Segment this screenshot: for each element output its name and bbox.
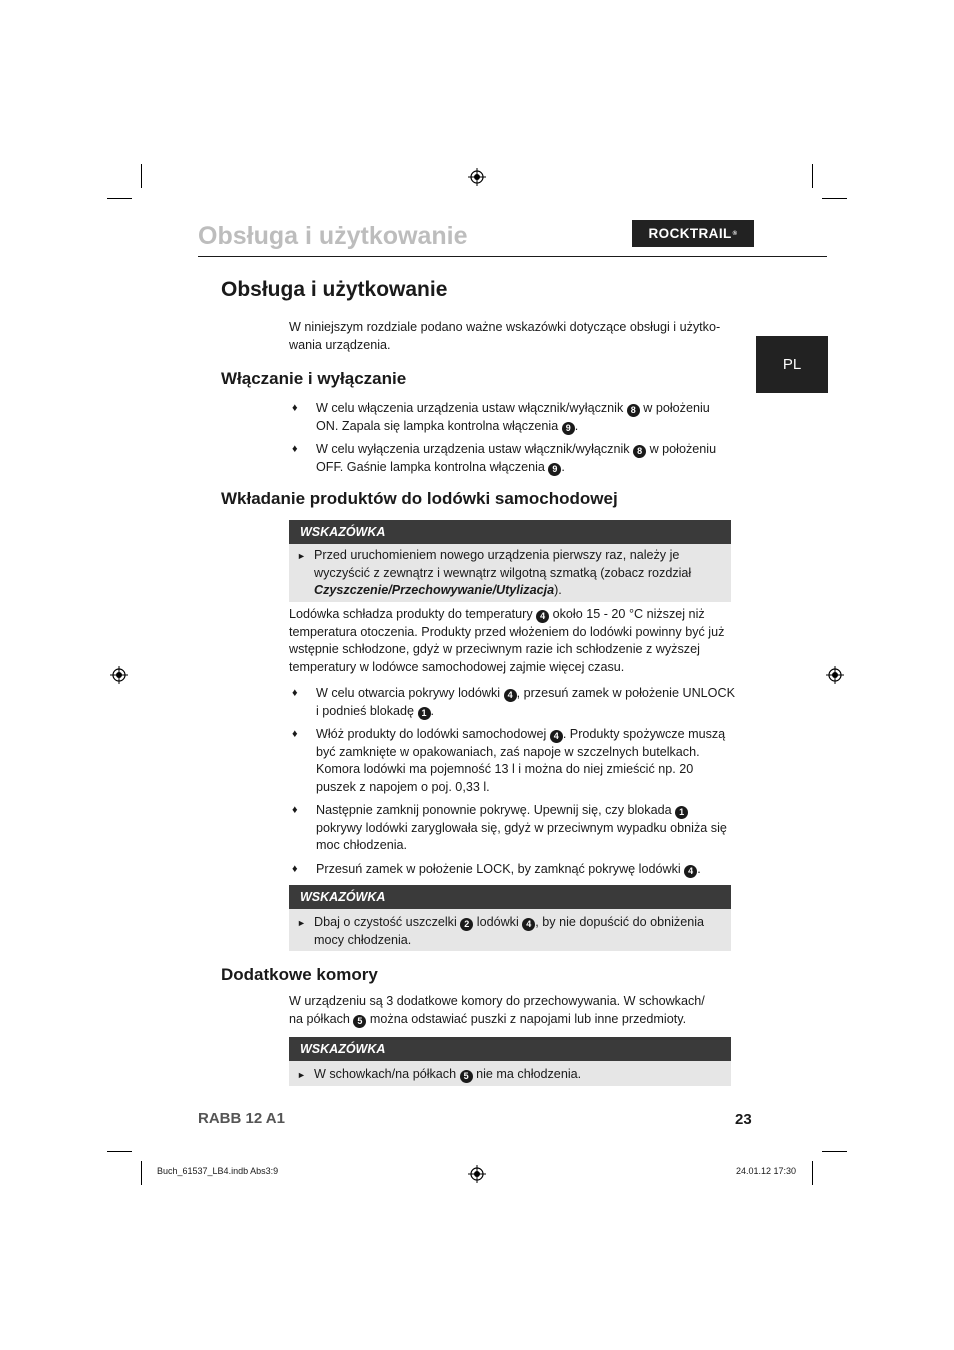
body-paragraph: W urządzeniu są 3 dodatkowe komory do przechowywania. W schowkach/ na półkach 5 można odstawiać puszki z napojami lub inne przedmioty. [289,994,705,1026]
crop-mark [822,1151,847,1152]
header-rule [198,256,827,257]
part-number-badge: 4 [550,730,563,743]
part-number-badge: 1 [418,707,431,720]
model-number: RABB 12 A1 [198,1110,285,1127]
diamond-bullet-icon: ♦ [292,863,298,875]
diamond-bullet-icon: ♦ [292,804,298,816]
part-number-badge: 8 [633,445,646,458]
crop-mark [812,1161,813,1185]
arrow-bullet-icon: ► [297,918,306,928]
part-number-badge: 9 [548,463,561,476]
language-tab: PL [756,336,828,393]
section-title-switch: Włączanie i wyłączanie [221,369,407,388]
list-item: ♦ Włóż produkty do lodówki samochodowej 4 . Produkty spożywcze muszą być zamknięte w opakowaniach, zaś napoje w szczelnych butelkach. Komora lodówki ma pojemność 13 l i można do niej zmieścić np. 20 puszek z napojem o poj. 0,33 l. [292,727,726,794]
note-header: WSKAZÓWKA [289,520,731,544]
note-body: ► Dbaj o czystość uszczelki 2 lodówki 4 , by nie dopuścić do obniżenia mocy chłodzenia. [289,909,731,951]
part-number-badge: 5 [460,1070,473,1083]
diamond-bullet-icon: ♦ [292,443,298,455]
arrow-bullet-icon: ► [297,1070,306,1080]
note-body: ► Przed uruchomieniem nowego urządzenia pierwszy raz, należy je wyczyścić z zewnątrz i wewnątrz wilgotną szmatką (zobacz rozdział Czyszczenie/Przechowywanie/Utylizacja). [289,544,731,602]
part-number-badge: 4 [522,918,535,931]
list-item: ♦ Przesuń zamek w położenie LOCK, by zamknąć pokrywę lodówki 4 . [289,861,735,879]
registration-mark-icon [826,666,844,684]
part-number-badge: 1 [675,806,688,819]
crop-mark [141,164,142,188]
list-item: ♦ Następnie zamknij ponownie pokrywę. Upewnij się, czy blokada 1 pokrywy lodówki zaryglowała się, gdyż w przeciwnym wypadku obniża się moc chłodzenia. [292,803,727,852]
section-title-load: Wkładanie produktów do lodówki samochodowej [221,489,618,508]
registration-mark-icon [468,168,486,186]
print-slug-file: Buch_61537_LB4.indb Abs3:9 [157,1166,279,1176]
intro-paragraph: W niniejszym rozdziale podano ważne wskazówki dotyczące obsługi i użytko-wania urządzenia. [289,320,721,352]
registration-mark-icon [110,666,128,684]
part-number-badge: 8 [627,404,640,417]
crop-mark [107,1151,132,1152]
crop-mark [822,198,847,199]
part-number-badge: 9 [562,422,575,435]
page-title: Obsługa i użytkowanie [221,278,448,301]
part-number-badge: 4 [684,865,697,878]
section-title-extra: Dodatkowe komory [221,965,378,984]
running-header-title: Obsługa i użytkowanie [198,222,468,250]
part-number-badge: 5 [353,1015,366,1028]
print-slug-date: 24.01.12 17:30 [736,1166,797,1176]
crop-mark [107,198,132,199]
list-item: ♦ W celu włączenia urządzenia ustaw włącznik/wyłącznik 8 w położeniu ON. Zapala się lampka kontrolna włączenia 9 . [292,401,710,433]
arrow-bullet-icon: ► [297,551,306,561]
note-header: WSKAZÓWKA [289,1037,731,1061]
registration-mark-icon [468,1165,486,1183]
list-item: ♦ W celu wyłączenia urządzenia ustaw włącznik/wyłącznik 8 w położeniu OFF. Gaśnie lampka kontrolna włączenia 9 . [292,442,717,474]
crop-mark [141,1161,142,1185]
note-body: ► W schowkach/na półkach 5 nie ma chłodzenia. [289,1061,731,1086]
note-header: WSKAZÓWKA [289,885,731,909]
crop-mark [812,164,813,188]
diamond-bullet-icon: ♦ [292,728,298,740]
diamond-bullet-icon: ♦ [292,402,298,414]
list-item: ♦ W celu otwarcia pokrywy lodówki 4 , przesuń zamek w położenie UNLOCK i podnieś blokadę 1 . [292,686,735,718]
page-number: 23 [735,1111,752,1128]
body-paragraph: Lodówka schładza produkty do temperatury 4 około 15 - 20 °C niższej niż temperatura otoczenia. Produkty przed włożeniem do lodówki powinny być już wstępnie schłodzone, gdyż w przeciwnym razie ich schłodzenie z wyższej temperatury w lodówce samochodowej zajmie więcej czasu. [289,607,725,674]
brand-logo: ROCKTRAIL ® [632,220,754,247]
part-number-badge: 4 [536,610,549,623]
part-number-badge: 4 [504,689,517,702]
part-number-badge: 2 [460,918,473,931]
diamond-bullet-icon: ♦ [292,687,298,699]
